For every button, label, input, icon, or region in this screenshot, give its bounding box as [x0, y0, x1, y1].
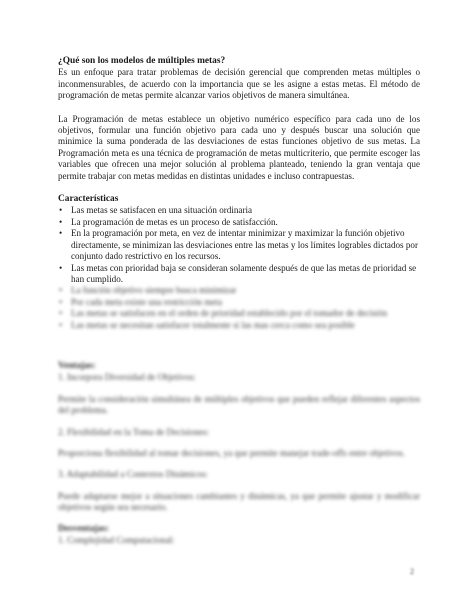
characteristics-heading: Características [58, 194, 119, 205]
intro-paragraph: Es un enfoque para tratar problemas de decisión gerencial que comprenden metas múltiples o inconmensurables, de acuerdo con la importancia que se les asigne a estas metas. El método de programación de metas permite alcanzar varios objetivos de manera simultánea. [58, 67, 420, 101]
document-title: ¿Qué son los modelos de múltiples metas? [58, 56, 226, 66]
list-item: • En la programación por meta, en vez de intentar minimizar y maximizar la función objetivo directamente, se minimizan las desviaciones entre las metas y los límites logrables dictados por conjunto dado restrictivo en los recursos. [58, 228, 420, 262]
list-item: • Las metas con prioridad baja se consideran solamente después de que las metas de prioridad se han cumplido. [58, 263, 420, 286]
characteristics-list [58, 205, 420, 285]
list-item: • La función objetivo siempre busca minimizar [58, 285, 420, 296]
disadvantage-1-heading: 1. Complejidad Computacional: [58, 535, 175, 545]
advantage-3-heading: 3. Adaptabilidad a Contextos Dinámicos: [58, 469, 208, 480]
advantages-heading: Ventajas: [58, 360, 96, 371]
page-number: 2 [410, 567, 414, 576]
advantage-2-text: Proporciona flexibilidad al tomar decisiones, ya que permite manejar trade-offs entre objetivos. [58, 447, 406, 458]
advantage-2-heading: 2. Flexibilidad en la Toma de Decisiones: [58, 426, 209, 437]
document-content [58, 56, 420, 546]
advantage-1-text: Permite la consideración simultánea de múltiples objetivos que pueden reflejar diferentes aspectos del problema. [58, 393, 420, 416]
list-item: • Las metas se necesitan satisfacer totalmente si las mas cerca como sea posible [58, 320, 420, 331]
definition-paragraph: La Programación de metas establece un objetivo numérico específico para cada uno de los objetivos, formular una función objetivo para cada uno y después buscar una solución que minimice la suma ponderada de las desviaciones de estas funciones objetivo de sus metas. La Programación meta es una técnica de programación de metas multicriterio, que permite escoger las variables que ofrecen una mejor solución al problema planteado, teniendo la gran ventaja que permite trabajar con metas medidas en distintas unidades e incluso contrapuestas. [58, 113, 420, 181]
list-item: • Las metas se satisfacen en el orden de prioridad establecido por el tomador de decisión [58, 308, 420, 319]
list-item: • La programación de metas es un proceso de satisfacción. [58, 217, 420, 228]
disadvantages-heading: Desventajas: [58, 523, 110, 534]
advantage-3-text: Puede adaptarse mejor a situaciones cambiantes y dinámicas, ya que permite ajustar y modificar objetivos según sea necesario. [58, 490, 420, 513]
blurred-characteristics-list [58, 285, 420, 331]
list-item: • Por cada meta existe una restricción meta [58, 297, 420, 308]
advantage-1-heading: 1. Incorpora Diversidad de Objetivos: [58, 372, 196, 383]
blurred-preview-section [58, 285, 420, 546]
list-item: • Las metas se satisfacen en una situación ordinaria [58, 205, 420, 216]
